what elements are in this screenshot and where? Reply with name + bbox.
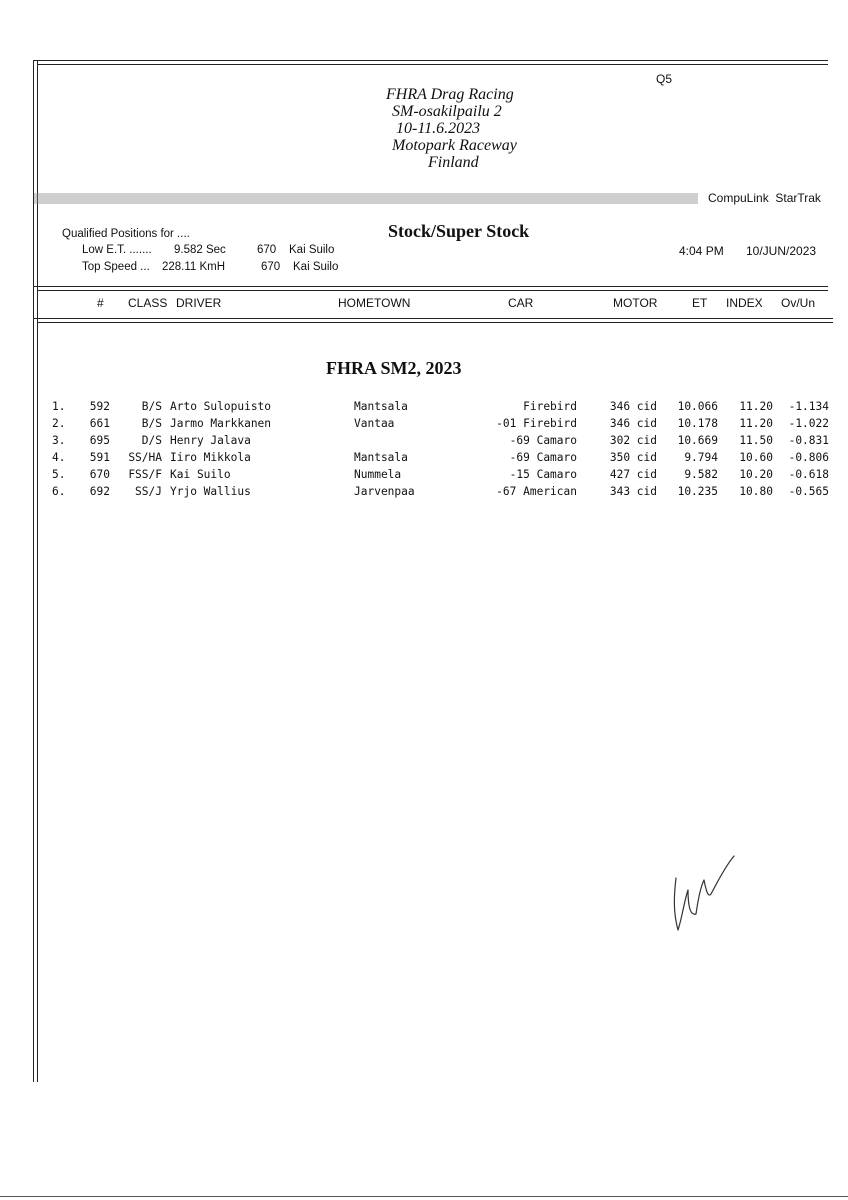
cell-motor: 350 cid: [609, 451, 657, 464]
software-label: CompuLink StarTrak: [708, 191, 821, 205]
cell-car-number: 695: [89, 434, 110, 447]
report-date: 10/JUN/2023: [746, 244, 817, 258]
cell-ovun: -0.806: [788, 451, 829, 464]
cell-car: -69 Camaro: [509, 451, 577, 464]
cell-driver: Kai Suilo: [170, 468, 231, 481]
event-line-2: SM-osakilpailu 2: [392, 103, 502, 120]
page-code: Q5: [656, 72, 673, 86]
cell-car: Firebird: [523, 400, 577, 413]
col-car-header: CAR: [508, 296, 534, 310]
frame-left-inner: [37, 60, 38, 1082]
cell-class: B/S: [141, 400, 162, 413]
cell-class: B/S: [141, 417, 162, 430]
cell-hometown: Jarvenpaa: [354, 485, 415, 498]
cell-ovun: -1.134: [788, 400, 829, 413]
cell-position: 5.: [52, 468, 66, 481]
cell-ovun: -0.618: [788, 468, 829, 481]
cell-index: 11.20: [739, 417, 773, 430]
cell-position: 4.: [52, 451, 66, 464]
cell-driver: Iiro Mikkola: [170, 451, 251, 464]
event-line-4: Motopark Raceway: [392, 137, 517, 154]
col-ovun-header: Ov/Un: [781, 296, 816, 310]
low-et-number: 670: [257, 244, 277, 256]
cell-motor: 302 cid: [609, 434, 657, 447]
cell-car: -69 Camaro: [509, 434, 577, 447]
col-number-header: #: [97, 296, 104, 310]
cell-position: 2.: [52, 417, 66, 430]
cell-car-number: 670: [89, 468, 110, 481]
top-speed-driver: Kai Suilo: [293, 261, 339, 273]
cell-motor: 427 cid: [609, 468, 657, 481]
cell-class: FSS/F: [128, 468, 162, 481]
cell-position: 1.: [52, 400, 66, 413]
cell-class: SS/J: [135, 485, 162, 498]
page-bottom-line: [0, 1196, 848, 1197]
low-et-driver: Kai Suilo: [289, 244, 335, 256]
qualified-heading: Qualified Positions for ....: [62, 228, 190, 240]
cell-hometown: Mantsala: [354, 451, 408, 464]
low-et-value: 9.582 Sec: [174, 244, 226, 256]
event-line-1: FHRA Drag Racing: [386, 86, 514, 103]
low-et-label: Low E.T. .......: [82, 244, 152, 256]
cell-driver: Yrjo Wallius: [170, 485, 251, 498]
cell-position: 6.: [52, 485, 66, 498]
cell-hometown: Nummela: [354, 468, 402, 481]
header-rule-1: [33, 286, 828, 287]
cell-index: 11.20: [739, 400, 773, 413]
top-speed-number: 670: [261, 261, 281, 273]
col-et-header: ET: [692, 296, 708, 310]
top-speed-value: 228.11 KmH: [162, 261, 226, 273]
cell-motor: 346 cid: [609, 417, 657, 430]
col-driver-header: DRIVER: [176, 296, 222, 310]
cell-class: SS/HA: [128, 451, 162, 464]
header-rule-2: [37, 290, 828, 291]
col-index-header: INDEX: [726, 296, 763, 310]
signature-mark: [668, 850, 738, 940]
cell-et: 10.669: [677, 434, 718, 447]
cell-position: 3.: [52, 434, 66, 447]
column-rule-1: [33, 318, 833, 319]
cell-index: 10.60: [739, 451, 773, 464]
cell-class: D/S: [141, 434, 162, 447]
cell-car-number: 661: [89, 417, 110, 430]
cell-ovun: -0.565: [788, 485, 829, 498]
class-title: Stock/Super Stock: [388, 221, 530, 241]
top-speed-label: Top Speed ...: [82, 261, 150, 273]
cell-driver: Henry Jalava: [170, 434, 251, 447]
cell-index: 10.20: [739, 468, 773, 481]
cell-car: -01 Firebird: [496, 417, 577, 430]
report-time: 4:04 PM: [679, 244, 724, 258]
cell-et: 9.582: [684, 468, 718, 481]
cell-driver: Jarmo Markkanen: [170, 417, 272, 430]
col-hometown-header: HOMETOWN: [338, 296, 411, 310]
event-line-5: Finland: [428, 154, 479, 171]
cell-car-number: 591: [89, 451, 110, 464]
frame-top-line: [33, 60, 828, 61]
event-line-3: 10-11.6.2023: [396, 120, 481, 137]
frame-top-line-2: [37, 64, 828, 65]
cell-car: -15 Camaro: [509, 468, 577, 481]
cell-car: -67 American: [496, 485, 577, 498]
cell-ovun: -0.831: [788, 434, 829, 447]
cell-index: 10.80: [739, 485, 773, 498]
cell-car-number: 592: [89, 400, 110, 413]
section-title: FHRA SM2, 2023: [326, 358, 462, 378]
dotted-band: [34, 193, 698, 204]
cell-motor: 346 cid: [609, 400, 657, 413]
cell-index: 11.50: [739, 434, 773, 447]
col-class-header: CLASS: [128, 296, 168, 310]
cell-et: 10.178: [677, 417, 718, 430]
cell-motor: 343 cid: [609, 485, 657, 498]
cell-hometown: Vantaa: [354, 417, 395, 430]
cell-car-number: 692: [89, 485, 110, 498]
cell-ovun: -1.022: [788, 417, 829, 430]
cell-hometown: Mantsala: [354, 400, 408, 413]
cell-et: 10.066: [677, 400, 718, 413]
cell-et: 10.235: [677, 485, 718, 498]
cell-driver: Arto Sulopuisto: [170, 400, 272, 413]
frame-left-outer: [33, 60, 34, 1082]
col-motor-header: MOTOR: [613, 296, 658, 310]
column-rule-2: [37, 322, 833, 323]
cell-et: 9.794: [684, 451, 718, 464]
